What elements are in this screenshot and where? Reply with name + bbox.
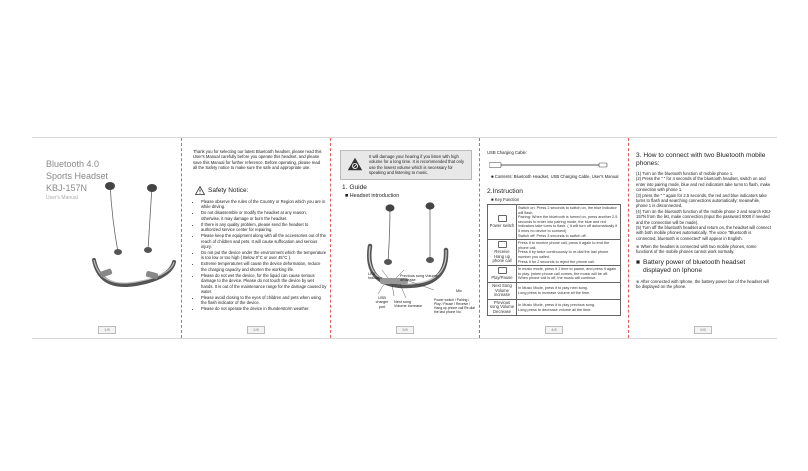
desc-line: Press it to receive phone call, press it again to end the phone call. [518, 241, 610, 250]
connect-title: 3. How to connect with two Bluetooth mobile phones: [636, 152, 766, 167]
page-number: 3/8 [396, 326, 414, 334]
label-power-switch: Power switch / Pairing / Play / Pause / Receive / Hang up phone call Re-dial the last phone No. [434, 298, 475, 314]
warning-text: It will damage your hearing if you listen with high volume for a long time. It is recommended that only use the lowest volume which is necessary for speaking and listening to music. [369, 154, 464, 176]
battery-title: Battery power of bluetooth headset displayed on Iphone [642, 259, 746, 274]
no-loud-volume-icon [347, 157, 363, 171]
function-name: Power switch [489, 223, 515, 229]
button-icon [498, 241, 507, 248]
cover-subtitle: User's Manual [46, 195, 78, 201]
table-row [488, 282, 621, 299]
connect-step: (3) press the " " again for 2.5 seconds, the red and blue indicators take turns to flash and searching connections automatically; meanwhile, phone 1 is disconnected. [636, 192, 767, 209]
page-number: 2/8 [247, 326, 265, 334]
guide-panel [330, 138, 479, 338]
connect-note: ※ When the headset is connected with two mobile phones, some functions of the mobile phones cannot work normally. [636, 244, 757, 255]
desc-line: Long press to decrease volume all the time. [518, 307, 592, 312]
function-name: Previous song Volume Decrease [489, 299, 515, 314]
desc-line: Press it by twice continuously to re-dial the last phone number you called. [518, 250, 609, 259]
section-title: 1. Guide [342, 184, 367, 191]
cover-title-line2: Sports Headset [46, 171, 109, 181]
desc-line: Switch on: Press 2 seconds to switch on, the blue indicator will flash. [518, 206, 617, 215]
page-number: 1/8 [98, 326, 116, 334]
subsection-line: ■ Key Function [491, 197, 520, 202]
intro-text: Thank you for selecting our latest Bluetooth headset, please read this User's Manual carefully before you operate this headset, and please save this Manual for further reference. Before operating, please read all the Safety notice to make sure the safe and appropriate use. [193, 149, 322, 171]
safety-panel [181, 138, 330, 338]
page-number: 4/8 [545, 326, 563, 334]
cable-title: USB Charging Cable: [487, 150, 528, 155]
desc-line: In Music Mode, press it to play next song. [518, 286, 588, 291]
connect-step: (1) Turn on the bluetooth function of mobile phone 1. [636, 171, 734, 176]
cover-title-line1: Bluetooth 4.0 [46, 159, 100, 169]
label-usb-port: USB charger port [375, 296, 389, 309]
function-name-cell [488, 282, 517, 299]
bullet-square-icon: ■ [636, 259, 640, 266]
table-row [488, 205, 621, 240]
hearing-warning [340, 150, 472, 180]
safety-list [195, 199, 327, 312]
desc-line: In music mode, press it 1 time to pause, and press it again to play. (when phone call comes, the music will be off. When phone call is off, the music will continue. [518, 267, 617, 281]
label-prev-song: Previous song Volume decrease [400, 274, 438, 283]
table-row [488, 299, 621, 316]
table-row [488, 266, 621, 283]
connect-panel [628, 138, 777, 338]
contents-text: Contents: Bluetooth Headset, USB Charging Cable, User's Manual [494, 174, 619, 179]
safety-item: • Please avoid closing to the eyes of children and pets when using the flash indicator of the device. [201, 295, 327, 306]
safety-item: • Extreme temperatures will cause the device deformation, reduce the charging capacity and shorten the working life. [201, 261, 327, 272]
function-desc-cell [517, 299, 621, 316]
function-desc-cell [517, 240, 621, 266]
battery-heading [636, 259, 772, 275]
battery-note-text: After connected with Iphone, the battery power bar of the headset will be displayed on the phone. [636, 279, 769, 290]
label-mic: Mic [456, 289, 462, 293]
function-desc-cell [517, 282, 621, 299]
battery-note: ※ After connected with Iphone, the battery power bar of the headset will be displayed on the phone. [636, 279, 769, 290]
function-desc-cell [517, 205, 621, 240]
subsection-text: Key Function [494, 197, 520, 202]
connect-step: (5) Turn off the bluetooth headset and return on, the headset will connect with both mobile phones automatically. The voice "Bluetooth is connected, bluetooth is connected" will appear in English. [636, 225, 771, 241]
button-icon [498, 267, 507, 274]
safety-item: • Do not disassemble or modify the headset at any reason, otherwise, it may damage or burn the headset. [201, 210, 327, 221]
function-name: Receive Hang up phone call [492, 249, 512, 264]
safety-item: • Please do not operate the device in thunderstorm weather. [201, 306, 327, 311]
desc-line: Press it for 2 seconds to reject the phone call. [518, 259, 595, 264]
headset-illustration [90, 180, 178, 292]
connect-steps [636, 171, 772, 241]
desc-line: In Music Mode, press it to play previous song. [518, 302, 596, 307]
label-led: LED Indicator [368, 272, 383, 281]
page-number: 5/8 [694, 326, 712, 334]
connect-step: (4) Turn on the bluetooth function of the mobile phone 2 and search KBJ-157N from the list, make connection.(Input the password 0000 if needed and the connection will be made). [636, 208, 772, 225]
manual-sheet [32, 137, 777, 339]
connect-note-text: When the headset is connected with two mobile phones, some functions of the mobile phones cannot work normally. [636, 244, 757, 255]
warning-icon [195, 186, 205, 195]
usb-cable-illustration [489, 160, 609, 170]
contents-line: ■ Contents: Bluetooth Headset, USB Charging Cable, User's Manual [491, 174, 619, 179]
desc-line: Switch off: Press 3 seconds to switch off. [518, 233, 587, 238]
function-name-cell [488, 266, 517, 283]
connect-step: (2) Press the " " for 4 seconds of the bluetooth headset, switch on and enter into pairing mode, blue and red indicators take turns to flash, make connection with phone 1. [636, 176, 771, 193]
function-name-cell [488, 240, 517, 266]
key-function-table [487, 204, 621, 316]
table-row [488, 240, 621, 266]
desc-line: Long press to increase volume all the time. [518, 290, 591, 295]
label-next-song: Next song Volume increase [394, 300, 423, 309]
instruction-panel [479, 138, 628, 338]
headset-diagram [350, 202, 468, 308]
safety-item: • Please observe the rules of the Country or Region which you are in while driving. [201, 199, 327, 210]
cover-panel [32, 138, 181, 338]
function-name-cell [488, 299, 517, 316]
function-name: Play/Pause [491, 275, 513, 281]
safety-item: • Please do not wet the device, for the liquid can cause serious damage to the device. Please do not touch the device by wet hands. It is out of the maintenance range for the damage caused by water. [201, 273, 327, 295]
function-desc-cell [517, 266, 621, 283]
section-title: 2.Instruction [487, 188, 523, 195]
cover-model: KBJ-157N [46, 183, 88, 193]
subsection-title: ■ Headset introduction [345, 193, 400, 199]
safety-item: • Do not put the device under the environment which the temperature is too low or too high ( Below 0°C or over 45°C ). [201, 250, 327, 261]
button-icon [498, 215, 507, 222]
safety-item: • Please keep the equipment along with all the accessories out of the reach of children and pets. It will cause suffocation and serious injury. [201, 233, 327, 249]
safety-heading [195, 186, 248, 195]
function-name-cell [488, 205, 517, 240]
safety-title: Safety Notice: [208, 187, 249, 194]
function-name: Next Song Volume increase [492, 282, 512, 298]
subsection-text: Headset introduction [349, 193, 400, 199]
safety-item: • If there is any quality problem, please send the headset to authorized service center for repairing. [201, 222, 327, 233]
desc-line: Pairing: When the bluetooth is turned on, press another 2.5 seconds to enter into pairing mode, the blue and red indicators take turns to flash. ( It will turn off automatically if 5 mins no device to connect) [518, 215, 618, 233]
